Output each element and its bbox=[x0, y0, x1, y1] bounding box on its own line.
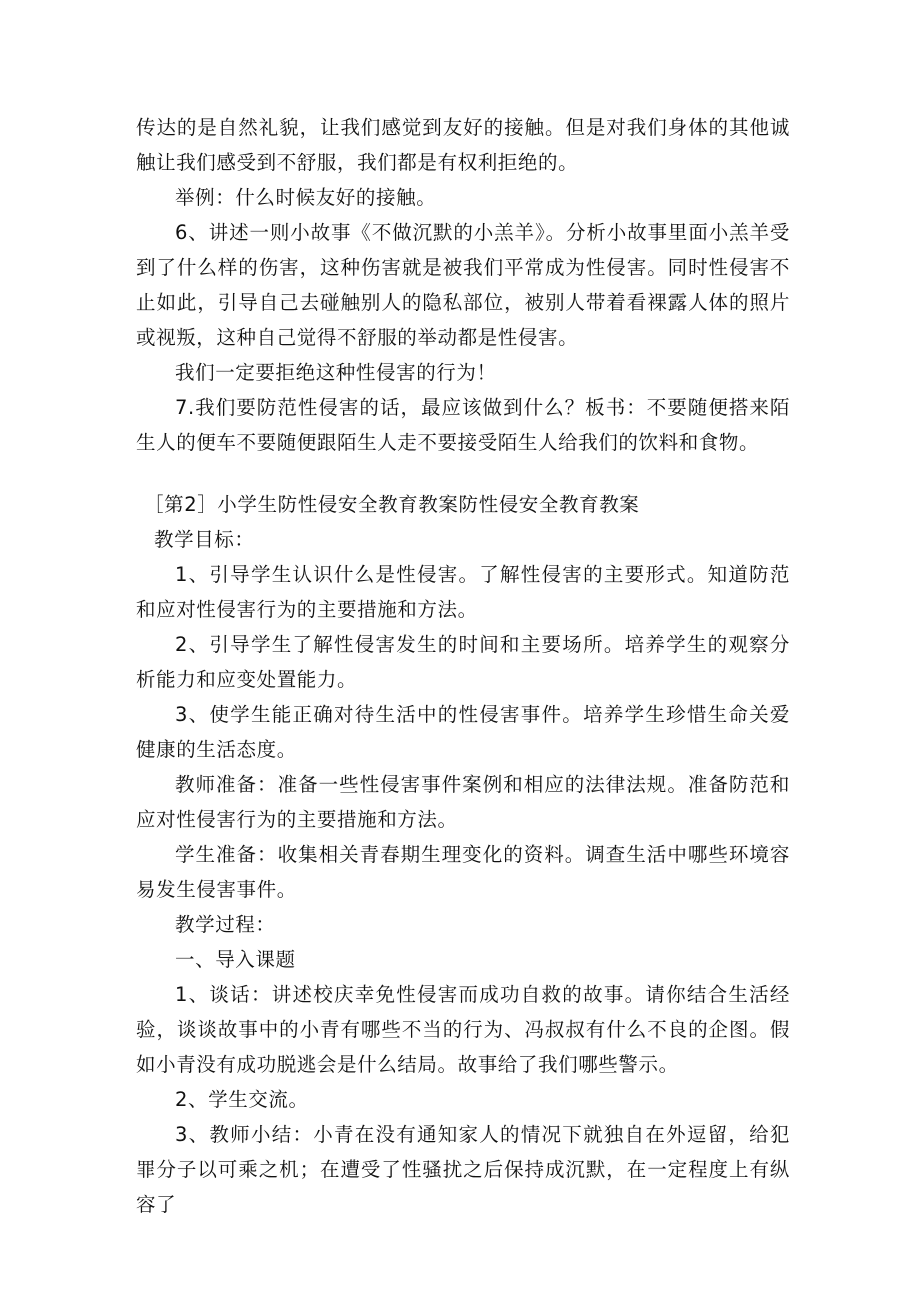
paragraph-continuation: 传达的是自然礼貌，让我们感觉到友好的接触。但是对我们身体的其他诚触让我们感受到不舒服，我们都是有权利拒绝的。 bbox=[136, 116, 790, 174]
teaching-process-label: 教学过程： bbox=[175, 913, 276, 936]
teacher-preparation: 教师准备：准备一些性侵害事件案例和相应的法律法规。准备防范和应对性侵害行为的主要措施和方法。 bbox=[136, 773, 790, 831]
student-preparation: 学生准备：收集相关青春期生理变化的资料。调查生活中哪些环境容易发生侵害事件。 bbox=[136, 843, 790, 901]
paragraph-prevention: 7.我们要防范性侵害的话，最应该做到什么？板书：不要随便搭来陌生人的便车不要随便跟陌生人走不要接受陌生人给我们的饮料和食物。 bbox=[136, 396, 790, 454]
goal-3: 3、使学生能正确对待生活中的性侵害事件。培养学生珍惜生命关爱健康的生活态度。 bbox=[136, 703, 790, 761]
paragraph-story: 6、讲述一则小故事《不做沉默的小羔羊》。分析小故事里面小羔羊受到了什么样的伤害，这种伤害就是被我们平常成为性侵害。同时性侵害不止如此，引导自己去碰触别人的隐私部位，被别人带着看裸露人体的照片或视叛，这种自己觉得不舒服的举动都是性侵害。 bbox=[136, 221, 790, 349]
step-3-summary: 3、教师小结：小青在没有通知家人的情况下就独自在外逗留，给犯罪分子以可乘之机；在遭受了性骚扰之后保持成沉默，在一定程度上有纵容了 bbox=[136, 1123, 790, 1216]
paragraph-refuse: 我们一定要拒绝这种性侵害的行为！ bbox=[175, 361, 497, 384]
part-one-heading: 一、导入课题 bbox=[175, 948, 296, 971]
paragraph-example: 举例：什么时候友好的接触。 bbox=[175, 186, 437, 209]
teaching-goals-label: 教学目标： bbox=[154, 528, 255, 551]
step-2-exchange: 2、学生交流。 bbox=[175, 1088, 309, 1111]
goal-1: 1、引导学生认识什么是性侵害。了解性侵害的主要形式。知道防范和应对性侵害行为的主要措施和方法。 bbox=[136, 563, 790, 621]
section-title: ［第2］小学生防性侵安全教育教案防性侵安全教育教案 bbox=[144, 493, 640, 516]
goal-2: 2、引导学生了解性侵害发生的时间和主要场所。培养学生的观察分析能力和应变处置能力。 bbox=[136, 633, 790, 691]
step-1-talk: 1、谈话：讲述校庆幸免性侵害而成功自救的故事。请你结合生活经验，谈谈故事中的小青有哪些不当的行为、冯叔叔有什么不良的企图。假如小青没有成功脱逃会是什么结局。故事给了我们哪些警示。 bbox=[136, 983, 790, 1076]
